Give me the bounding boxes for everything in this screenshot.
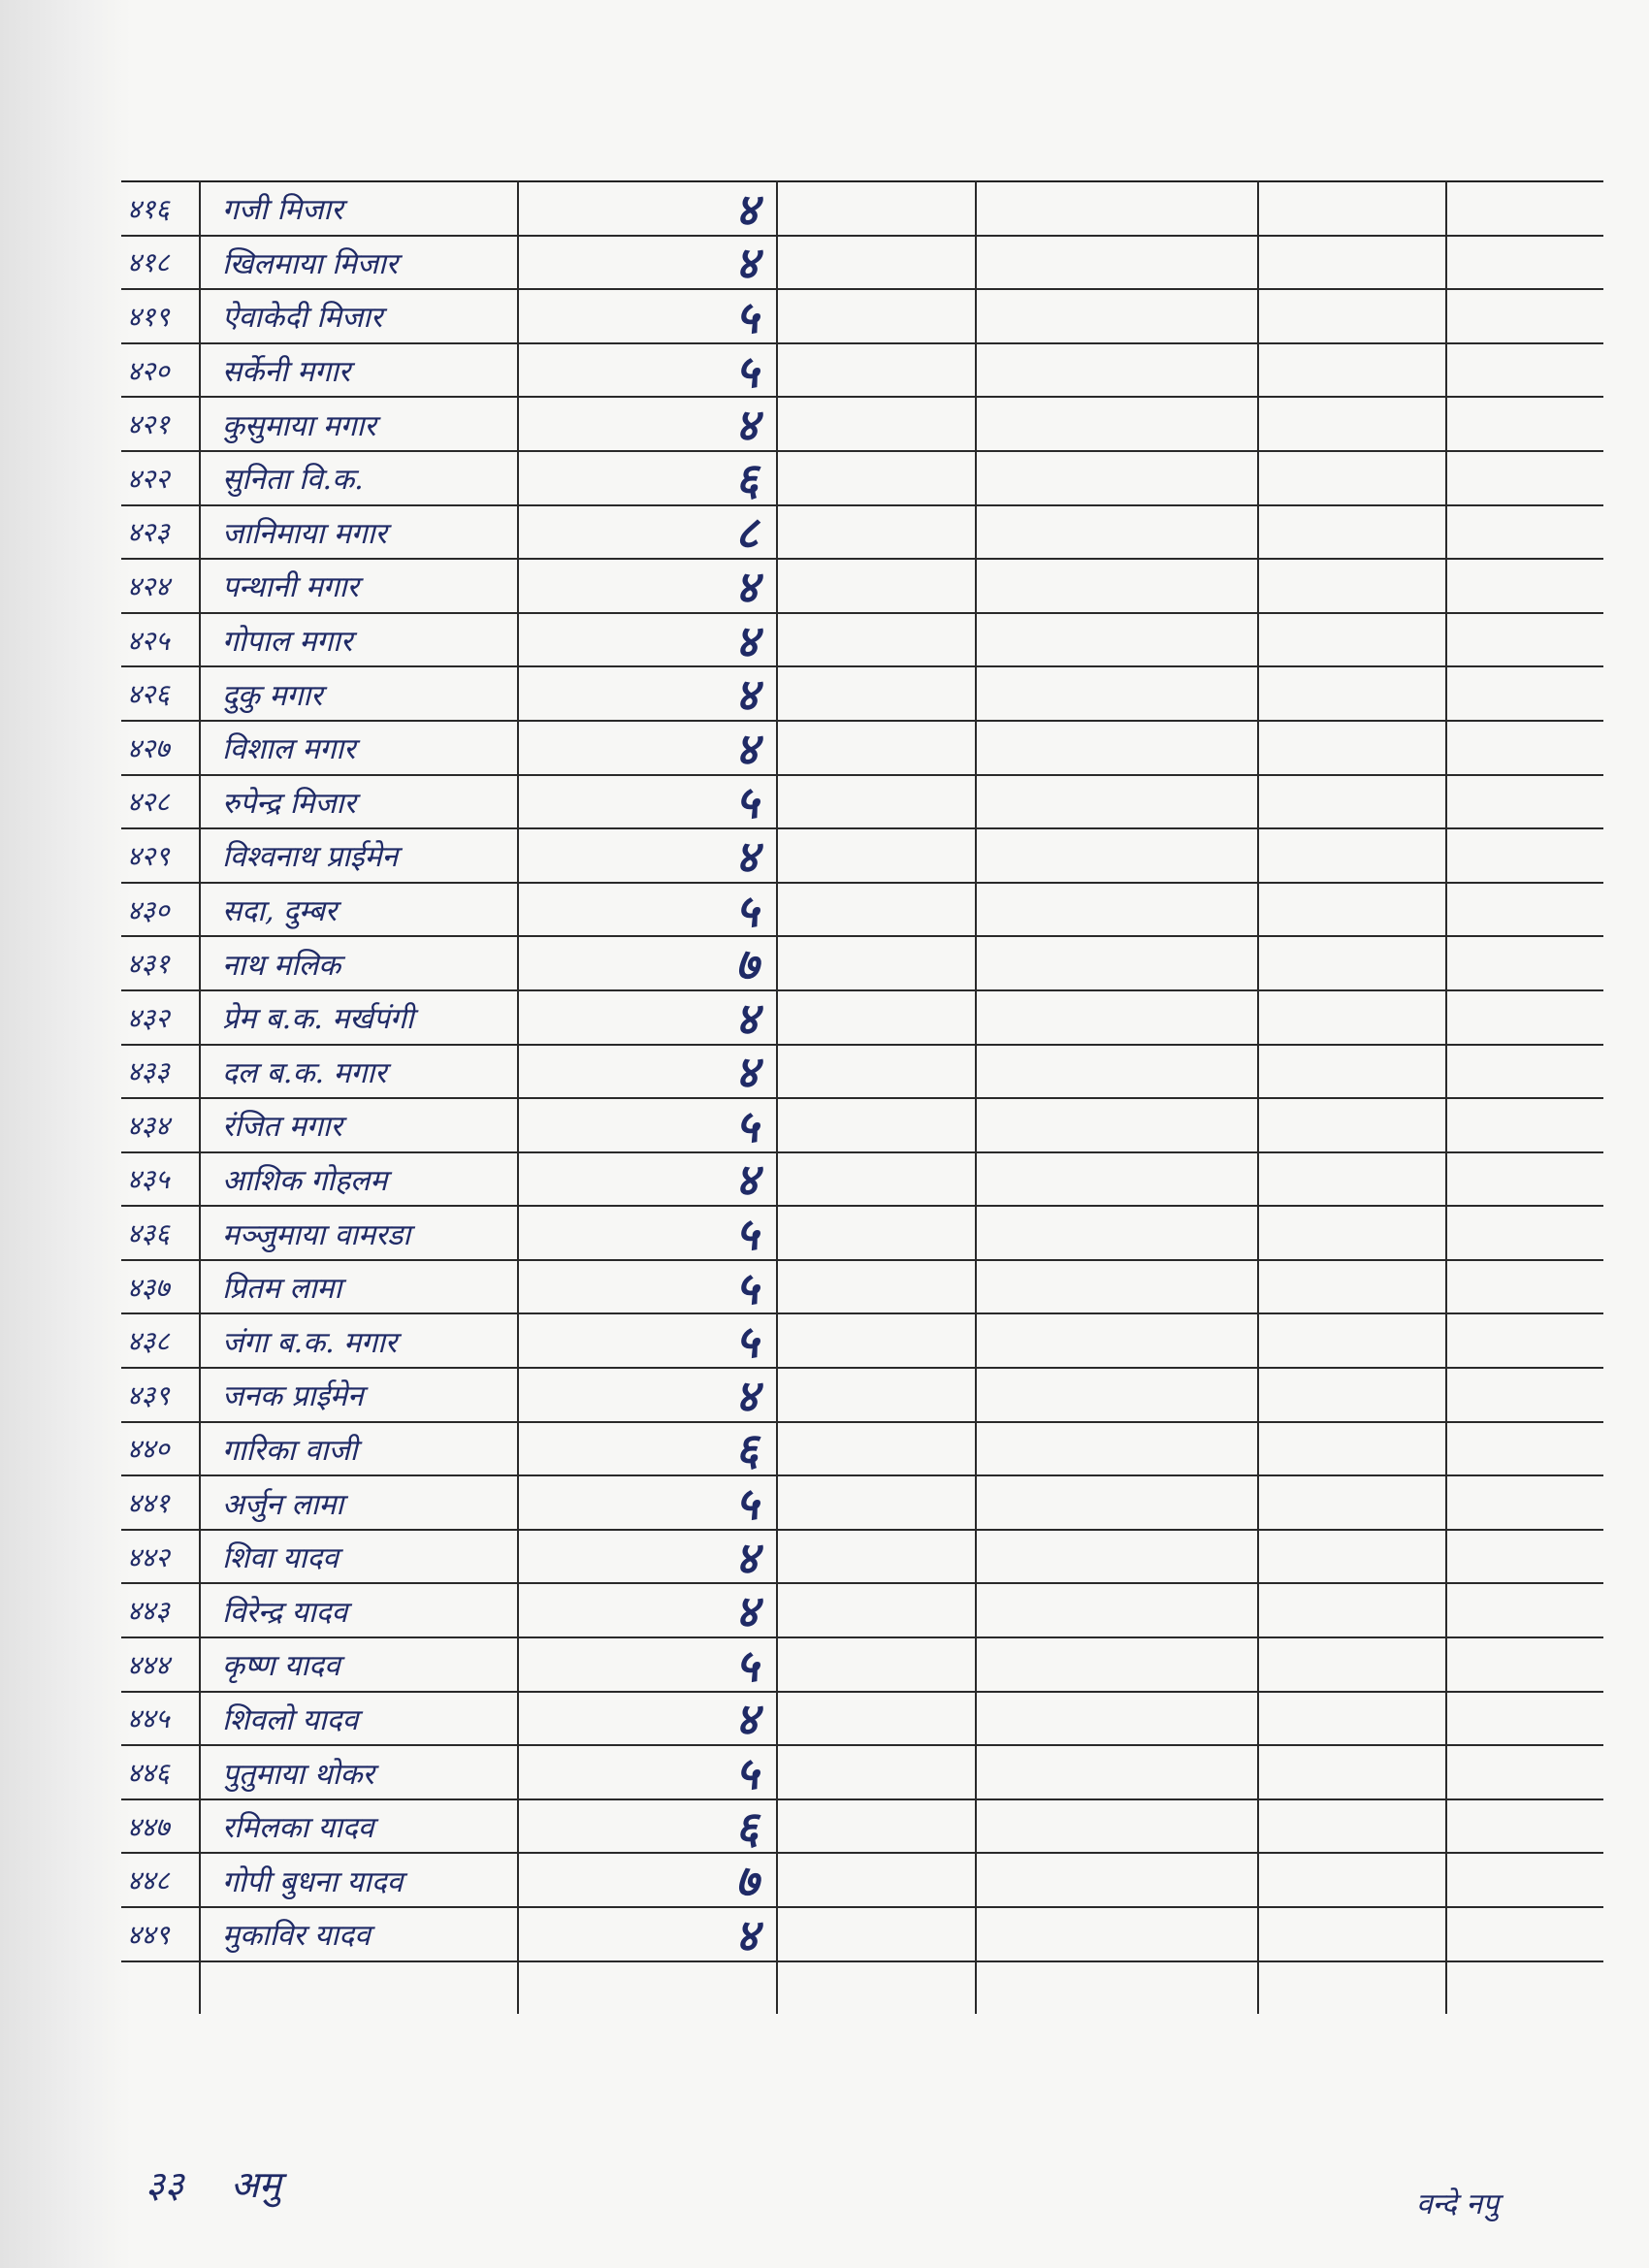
- person-name: जनक प्राईमेन: [222, 1379, 364, 1414]
- serial-number: ४२७: [127, 731, 170, 764]
- serial-number: ४३६: [127, 1217, 170, 1250]
- ledger-table: [121, 180, 1603, 1962]
- person-name: सर्केनी मगार: [222, 355, 351, 390]
- member-count: ४: [735, 668, 759, 722]
- table-row: [121, 506, 1603, 561]
- serial-number: ४४७: [127, 1810, 170, 1843]
- member-count: ६: [735, 452, 759, 505]
- table-row: [121, 1531, 1603, 1585]
- signature-left: ३३ अमु: [146, 2163, 281, 2206]
- serial-number: ४४३: [127, 1595, 170, 1628]
- member-count: ५: [735, 1099, 759, 1152]
- member-count: ४: [735, 1153, 759, 1207]
- member-count: ५: [735, 290, 759, 343]
- member-count: ८: [735, 506, 759, 560]
- serial-number: ४२५: [127, 624, 170, 657]
- person-name: जानिमाया मगार: [222, 516, 387, 551]
- member-count: ४: [735, 1693, 759, 1746]
- serial-number: ४२६: [127, 678, 170, 711]
- person-name: खिलमाया मिजार: [222, 246, 399, 281]
- table-row: [121, 1746, 1603, 1800]
- person-name: जंगा ब.क. मगार: [222, 1325, 398, 1360]
- member-count: ६: [735, 1800, 759, 1854]
- member-count: ५: [735, 1315, 759, 1369]
- member-count: ७: [735, 938, 759, 991]
- person-name: शिवा यादव: [222, 1541, 339, 1576]
- table-row: [121, 722, 1603, 776]
- person-name: दल ब.क. मगार: [222, 1055, 387, 1090]
- table-row: [121, 1693, 1603, 1747]
- table-row: [121, 1854, 1603, 1908]
- table-row: [121, 667, 1603, 722]
- member-count: ५: [735, 776, 759, 829]
- serial-number: ४२४: [127, 569, 170, 602]
- person-name: प्रेम ब.क. मर्खपंगी: [222, 1002, 414, 1037]
- person-name: गारिका वाजी: [222, 1433, 358, 1468]
- table-row: [121, 398, 1603, 452]
- table-row: [121, 344, 1603, 399]
- serial-number: ४३७: [127, 1271, 170, 1304]
- serial-number: ४४५: [127, 1702, 170, 1735]
- serial-number: ४२३: [127, 516, 170, 549]
- member-count: ४: [735, 399, 759, 452]
- member-count: ४: [735, 1531, 759, 1584]
- serial-number: ४४०: [127, 1433, 170, 1466]
- person-name: प्रितम लामा: [222, 1272, 342, 1307]
- serial-number: ४१९: [127, 300, 170, 333]
- table-row: [121, 614, 1603, 668]
- serial-number: ४४४: [127, 1648, 170, 1681]
- table-row: [121, 182, 1603, 237]
- table-row: [121, 1207, 1603, 1261]
- person-name: सुनिता वि.क.: [222, 463, 364, 498]
- serial-number: ४३०: [127, 893, 170, 926]
- serial-number: ४३८: [127, 1325, 170, 1358]
- serial-number: ४४९: [127, 1918, 170, 1951]
- serial-number: ४२०: [127, 354, 170, 387]
- signature-right: वन्दे नपु: [1416, 2187, 1500, 2221]
- person-name: कुसुमाया मगार: [222, 408, 376, 443]
- table-row: [121, 829, 1603, 884]
- person-name: नाथ मलिक: [222, 948, 341, 983]
- member-count: ४: [735, 991, 759, 1045]
- person-name: सदा, दुम्बर: [222, 894, 338, 929]
- table-row: [121, 1476, 1603, 1531]
- serial-number: ४४६: [127, 1757, 170, 1790]
- member-count: ४: [735, 182, 759, 236]
- member-count: ४: [735, 1585, 759, 1638]
- table-row: [121, 452, 1603, 506]
- serial-number: ४३१: [127, 948, 170, 981]
- table-row: [121, 290, 1603, 344]
- person-name: गोपी बुधना यादव: [222, 1864, 404, 1899]
- column-line-5: [1257, 180, 1259, 2014]
- table-row: [121, 1046, 1603, 1100]
- scan-shadow-edge: [0, 0, 131, 2268]
- table-row: [121, 1584, 1603, 1638]
- table-row: [121, 560, 1603, 614]
- table-row: [121, 1638, 1603, 1693]
- member-count: ५: [735, 1261, 759, 1314]
- table-row: [121, 1314, 1603, 1369]
- member-count: ६: [735, 1423, 759, 1476]
- serial-number: ४३५: [127, 1163, 170, 1196]
- serial-number: ४३४: [127, 1109, 170, 1142]
- person-name: रुपेन्द्र मिजार: [222, 786, 356, 821]
- column-line-2: [517, 180, 519, 2014]
- serial-number: ४२८: [127, 786, 170, 819]
- member-count: ४: [735, 722, 759, 775]
- member-count: ७: [735, 1855, 759, 1908]
- table-row: [121, 1099, 1603, 1153]
- member-count: ५: [735, 1747, 759, 1800]
- member-count: ४: [735, 1369, 759, 1422]
- member-count: ४: [735, 1908, 759, 1961]
- person-name: रंजित मगार: [222, 1110, 342, 1145]
- person-name: विश्वनाथ प्राईमेन: [222, 840, 399, 875]
- person-name: आशिक गोहलम: [222, 1163, 388, 1198]
- column-line-3: [776, 180, 778, 2014]
- member-count: ५: [735, 344, 759, 398]
- table-row: [121, 937, 1603, 991]
- table-row: [121, 1908, 1603, 1962]
- person-name: गजी मिजार: [222, 193, 343, 228]
- serial-number: ४३३: [127, 1055, 170, 1088]
- person-name: शिवलो यादव: [222, 1702, 359, 1737]
- person-name: रमिलका यादव: [222, 1811, 374, 1846]
- serial-number: ४३२: [127, 1001, 170, 1034]
- member-count: ५: [735, 1208, 759, 1261]
- member-count: ४: [735, 829, 759, 883]
- serial-number: ४४८: [127, 1864, 170, 1897]
- member-count: ५: [735, 884, 759, 937]
- serial-number: ४१६: [127, 192, 170, 225]
- serial-number: ४२१: [127, 408, 170, 441]
- person-name: पुतुमाया थोकर: [222, 1757, 374, 1792]
- member-count: ५: [735, 1477, 759, 1531]
- member-count: ४: [735, 614, 759, 667]
- person-name: कृष्ण यादव: [222, 1649, 340, 1684]
- person-name: ऐवाकेदी मिजार: [222, 301, 383, 336]
- serial-number: ४२९: [127, 839, 170, 872]
- member-count: ४: [735, 1046, 759, 1099]
- table-row: [121, 991, 1603, 1046]
- serial-number: ४२२: [127, 462, 170, 495]
- table-row: [121, 884, 1603, 938]
- column-line-1: [199, 180, 201, 2014]
- table-row: [121, 237, 1603, 291]
- person-name: गोपाल मगार: [222, 625, 353, 660]
- column-line-4: [975, 180, 977, 2014]
- serial-number: ४३९: [127, 1378, 170, 1411]
- serial-number: ४१८: [127, 246, 170, 279]
- column-line-6: [1445, 180, 1447, 2014]
- table-row: [121, 776, 1603, 830]
- person-name: दुकु मगार: [222, 678, 323, 713]
- table-row: [121, 1261, 1603, 1315]
- member-count: ४: [735, 560, 759, 613]
- person-name: विरेन्द्र यादव: [222, 1595, 348, 1630]
- table-row: [121, 1800, 1603, 1855]
- table-row: [121, 1423, 1603, 1477]
- person-name: विशाल मगार: [222, 732, 356, 767]
- person-name: पन्थानी मगार: [222, 570, 359, 605]
- person-name: मञ्जुमाया वामरडा: [222, 1217, 411, 1252]
- member-count: ४: [735, 237, 759, 290]
- table-row: [121, 1369, 1603, 1423]
- person-name: अर्जुन लामा: [222, 1487, 344, 1522]
- member-count: ५: [735, 1638, 759, 1692]
- person-name: मुकाविर यादव: [222, 1919, 371, 1954]
- serial-number: ४४१: [127, 1487, 170, 1520]
- serial-number: ४४२: [127, 1540, 170, 1573]
- table-row: [121, 1153, 1603, 1208]
